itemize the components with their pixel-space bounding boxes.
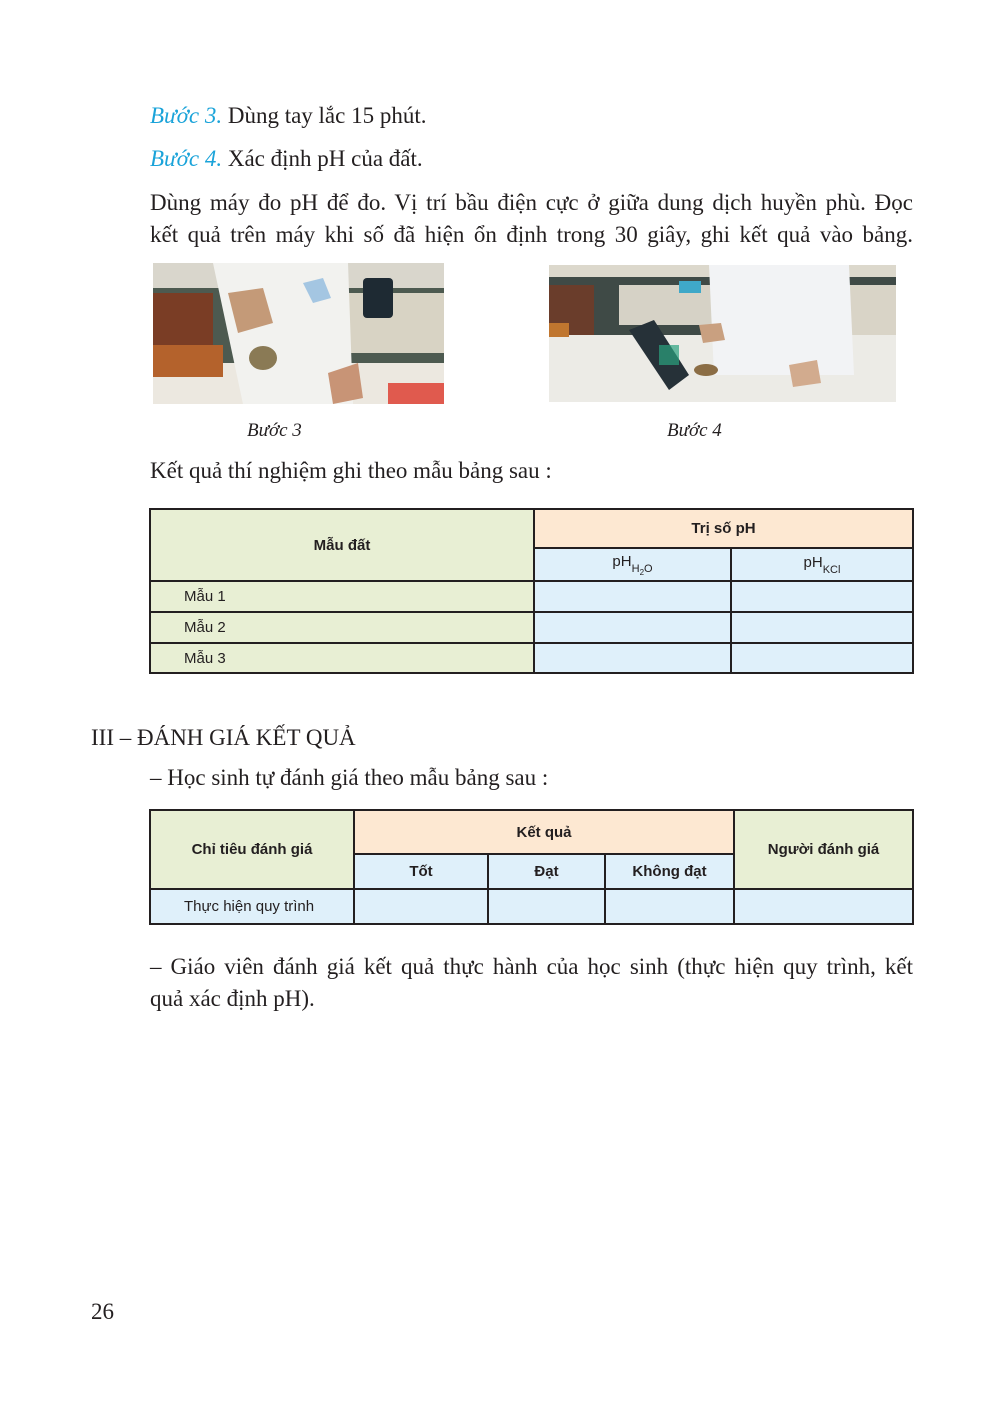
- step-3: [150, 100, 426, 132]
- cell-ph-kcl[interactable]: [731, 612, 913, 643]
- header-pass: Đạt: [488, 854, 605, 889]
- table-row: [150, 643, 913, 673]
- step-4-label: Bước 4.: [150, 146, 223, 171]
- header-evaluator: Người đánh giá: [734, 810, 913, 889]
- photo-step-4: [549, 265, 896, 402]
- table-row: [150, 581, 913, 612]
- header-ph-kcl: $pH_{KCl}$: [731, 548, 913, 581]
- table1-intro: Kết quả thí nghiệm ghi theo mẫu bảng sau :: [150, 458, 552, 483]
- step-3-label: Bước 3.: [150, 103, 223, 128]
- paragraph-line-1: Dùng máy đo pH để đo. Vị trí bầu điện cực ở giữa dung dịch huyền phù. Đọc: [150, 190, 913, 215]
- row-label: Mẫu 1: [150, 581, 534, 612]
- row-label: Thực hiện quy trình: [150, 889, 354, 924]
- header-soil-sample: Mẫu đất: [150, 509, 534, 581]
- step-4-text: Xác định pH của đất.: [227, 146, 423, 171]
- cell-ph-kcl[interactable]: [731, 581, 913, 612]
- header-ph-value: Trị số pH: [534, 509, 913, 548]
- table-row: [150, 889, 913, 924]
- photo-step-3: [153, 263, 444, 404]
- table-row: [150, 612, 913, 643]
- cell-fail[interactable]: [605, 889, 734, 924]
- page-number: 26: [91, 1299, 114, 1324]
- caption-step-4: Bước 4: [667, 420, 722, 441]
- step-3-text: Dùng tay lắc 15 phút.: [227, 103, 427, 128]
- header-fail: Không đạt: [605, 854, 734, 889]
- row-label: Mẫu 2: [150, 612, 534, 643]
- evaluation-table: [149, 809, 914, 925]
- header-ph-h2o: $pH_{H_2O}$: [534, 548, 731, 581]
- step-4: [150, 143, 423, 175]
- teacher-eval-line-2: quả xác định pH).: [150, 986, 315, 1011]
- student-eval-line: – Học sinh tự đánh giá theo mẫu bảng sau :: [150, 765, 549, 790]
- cell-ph-h2o[interactable]: [534, 643, 731, 673]
- cell-good[interactable]: [354, 889, 488, 924]
- cell-ph-h2o[interactable]: [534, 612, 731, 643]
- paragraph-line-2: kết quả trên máy khi số đã hiện ổn định trong 30 giây, ghi kết quả vào bảng.: [150, 222, 913, 247]
- cell-ph-kcl[interactable]: [731, 643, 913, 673]
- caption-step-3: Bước 3: [247, 420, 302, 441]
- cell-ph-h2o[interactable]: [534, 581, 731, 612]
- header-good: Tốt: [354, 854, 488, 889]
- cell-evaluator[interactable]: [734, 889, 913, 924]
- header-criteria: Chỉ tiêu đánh giá: [150, 810, 354, 889]
- header-result: Kết quả: [354, 810, 734, 854]
- cell-pass[interactable]: [488, 889, 605, 924]
- ph-results-table: [149, 508, 914, 674]
- row-label: Mẫu 3: [150, 643, 534, 673]
- teacher-eval-line-1: – Giáo viên đánh giá kết quả thực hành của học sinh (thực hiện quy trình, kết: [150, 954, 913, 979]
- section-heading: III – ĐÁNH GIÁ KẾT QUẢ: [91, 725, 356, 750]
